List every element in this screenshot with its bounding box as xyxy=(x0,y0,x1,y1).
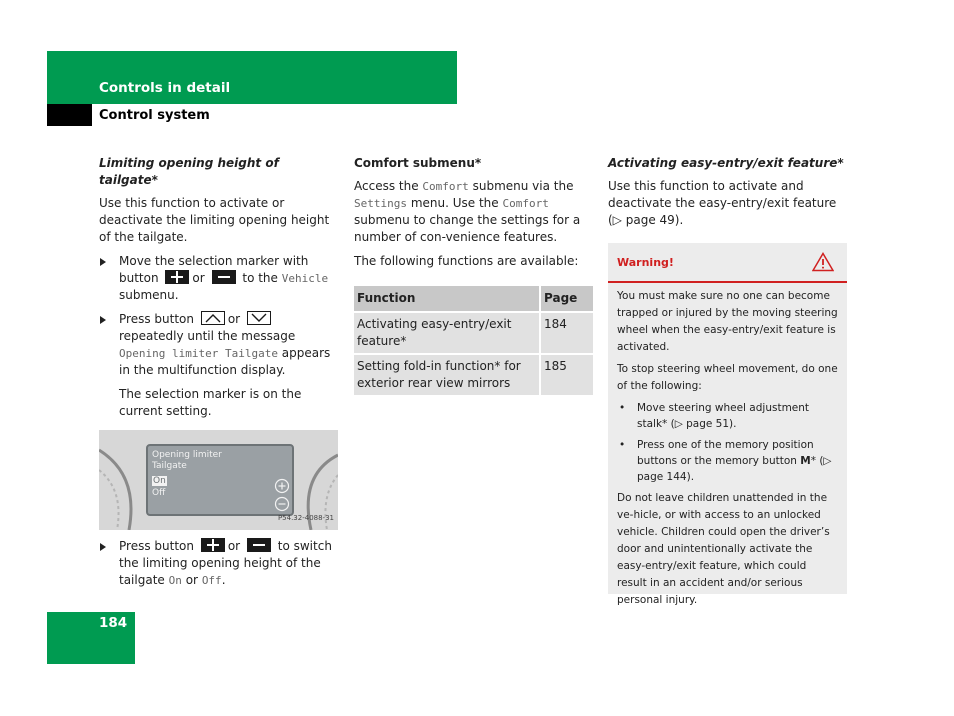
option-on: On xyxy=(153,476,166,486)
column-comfort xyxy=(354,155,594,395)
table-header-page: Page xyxy=(540,286,593,312)
warning-p1: You must make sure no one can become trapped or injured by the moving steering wheel when the easy-entry/exit feature is activated. xyxy=(617,290,838,353)
plus-minus-display-icon xyxy=(274,478,290,514)
warning-p2: To stop steering wheel movement, do one of the following: xyxy=(617,363,838,392)
easy-entry-intro: Use this function to activate and deactivate the easy-entry/exit feature (▷ page 49). xyxy=(608,179,837,227)
comfort-heading: Comfort submenu* xyxy=(354,156,482,170)
warning-body xyxy=(608,283,847,609)
warning-bullet-1: • Move steering wheel adjustment stalk* (▷ page 51). xyxy=(617,400,838,432)
column-easy-entry xyxy=(608,155,848,236)
warning-bullet-2: • Press one of the memory position buttons or the memory button M* (▷ page 144). xyxy=(617,437,838,485)
arrow-up-button-icon xyxy=(201,311,225,325)
table-header-function: Function xyxy=(354,286,540,312)
warning-box xyxy=(608,243,847,606)
subsection-title: Control system xyxy=(99,108,210,123)
tailgate-intro: Use this function to activate or deactivate the limiting opening height of the tailgate. xyxy=(99,196,330,244)
comfort-intro: Access the Comfort submenu via the Settings menu. Use the Comfort submenu to change the settings for a number of con-venience features. xyxy=(354,179,581,244)
minus-button-icon xyxy=(212,270,236,284)
vehicle-menu-code: Vehicle xyxy=(281,272,329,285)
warning-p3: Do not leave children unattended in the ve-hicle, or with access to an unlocked vehicle. Children could open the driver’s door and unintentionally activate the easy-entry/exit feature, which could result in an accident and/or serious personal injury. xyxy=(617,492,830,606)
selection-marker-note: The selection marker is on the current setting. xyxy=(119,387,302,418)
step-move-marker: Move the selection marker with button or to the Vehicle submenu. xyxy=(99,253,339,304)
warning-triangle-icon xyxy=(812,252,834,272)
opening-limiter-code: Opening limiter Tailgate xyxy=(119,347,278,360)
header-tab-marker xyxy=(47,104,92,126)
figure-id: P54.32-4088-31 xyxy=(277,514,334,522)
instrument-cluster-figure xyxy=(99,430,338,530)
multifunction-display: Opening limiter Tailgate On Off xyxy=(146,444,294,516)
page-number: 184 xyxy=(99,615,128,631)
table-row: Setting fold-in function* for exterior rear view mirrors 185 xyxy=(354,354,593,395)
step-press-arrows: Press button or repeatedly until the message Opening limiter Tailgate appears in the multifunction display. xyxy=(99,311,339,379)
option-off: Off xyxy=(152,488,166,498)
minus-button-icon xyxy=(247,538,271,552)
comfort-functions-intro: The following functions are available: xyxy=(354,254,579,268)
plus-button-icon xyxy=(201,538,225,552)
warning-label: Warning! xyxy=(617,256,674,269)
arrow-down-button-icon xyxy=(247,311,271,325)
step-switch-limit: Press button or to switch the limiting opening height of the tailgate On or Off. xyxy=(99,538,339,589)
table-row: Activating easy-entry/exit feature* 184 xyxy=(354,312,593,354)
warning-header xyxy=(608,243,847,283)
table-header-row xyxy=(354,286,593,312)
section-title: Controls in detail xyxy=(99,80,231,96)
comfort-functions-table xyxy=(354,286,593,395)
tailgate-heading: Limiting opening height of tailgate* xyxy=(99,156,279,187)
column-tailgate xyxy=(99,155,339,596)
easy-entry-heading: Activating easy-entry/exit feature* xyxy=(608,156,844,170)
header-bar xyxy=(47,51,457,104)
plus-button-icon xyxy=(165,270,189,284)
